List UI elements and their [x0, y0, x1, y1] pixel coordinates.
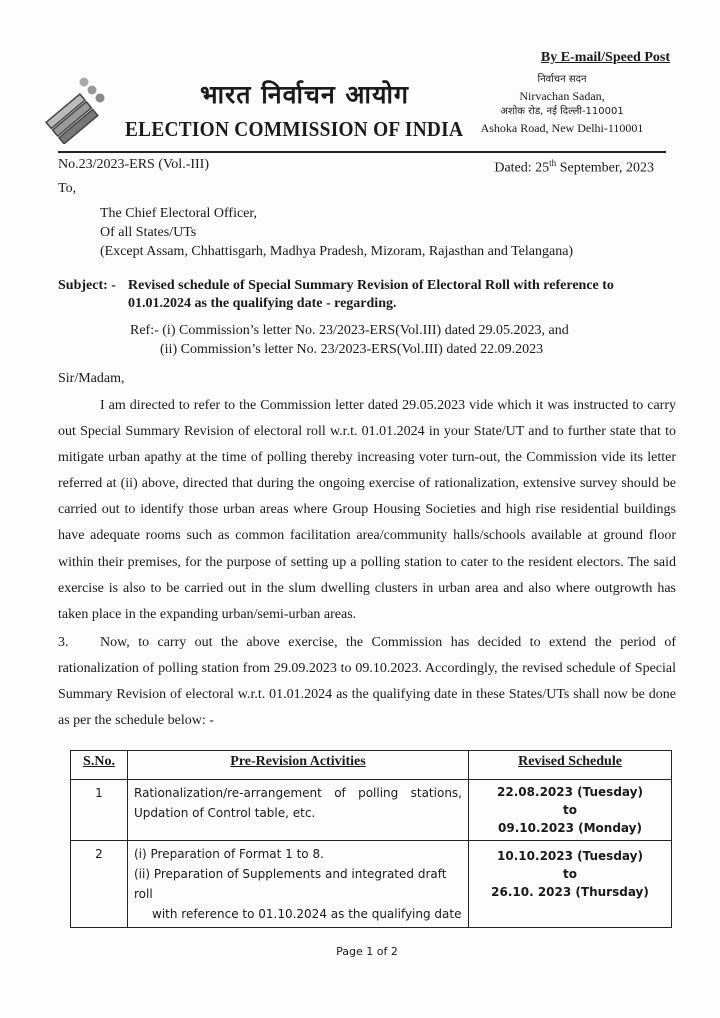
- reference-line: Ref:- (i) Commission’s letter No. 23/2023-ERS(Vol.III) dated 29.05.2023, and: [130, 323, 569, 338]
- date-suffix: September, 2023: [556, 160, 654, 176]
- date-sup: th: [549, 158, 557, 168]
- page-number: Page 1 of 2: [336, 945, 398, 959]
- sno-cell: 1: [71, 780, 128, 841]
- subject-label: Subject: -: [58, 278, 116, 293]
- address-line: अशोक रोड, नई दिल्ली-110001: [500, 106, 624, 117]
- org-name-hindi: भारत निर्वाचन आयोग: [200, 80, 410, 109]
- activity-line: Updation of Control table, etc.: [134, 806, 316, 821]
- letter-number: No.23/2023-ERS (Vol.-III): [58, 157, 210, 172]
- activity-line: (ii) Preparation of Supplements and integrated draft roll: [134, 867, 447, 902]
- delivery-mode: By E-mail/Speed Post: [540, 50, 670, 65]
- to-label: To,: [58, 181, 77, 196]
- subject-line: Revised schedule of Special Summary Revision of Electoral Roll with reference to: [128, 278, 614, 293]
- address-line: Ashoka Road, New Delhi-110001: [480, 121, 644, 135]
- column-header: S.No.: [71, 751, 128, 780]
- schedule-cell: [469, 780, 672, 841]
- schedule-line: to: [563, 867, 577, 882]
- paragraph-text: Now, to carry out the above exercise, the Commission has decided to extend the period of rationalization of polling station from 29.09.2023 to 09.10.2023. Accordingly, the revised schedule of Special Summary Revision of electoral w.r.t. 01.01.2024 as the qualifying date in these States/UTs shall now be done as per the schedule below: -: [58, 634, 676, 729]
- letter-body: [58, 0, 676, 1000]
- addressee-line: (Except Assam, Chhattisgarh, Madhya Pradesh, Mizoram, Rajasthan and Telangana): [100, 244, 574, 259]
- paragraph-1: I am directed to refer to the Commission letter dated 29.05.2023 vide which it was instructed to carry out Special Summary Revision of electoral roll w.r.t. 01.01.2024 in your State/UT and to further state that to mitigate urban apathy at the time of polling thereby increasing voter turn-out, the Commission vide its letter referred at (ii) above, directed that during the ongoing exercise of rationalization, extensive survey should be carried out to identify those urban areas where Group Housing Societies and high rise residential buildings have adequate rooms such as common facilitation area/community halls/schools available at ground floor within their premises, for the purpose of setting up a polling station to cater to the resident electors. The said exercise is also to be carried out in the slum dwelling clusters in urban area and also where outgrowth has taken place in the expanding urban/semi-urban areas.: [58, 398, 676, 622]
- column-header: Revised Schedule: [469, 751, 672, 780]
- addressee-line: The Chief Electoral Officer,: [100, 206, 257, 221]
- schedule-cell: [469, 841, 672, 928]
- activity-cell: [128, 780, 469, 841]
- column-header: Pre-Revision Activities: [128, 751, 469, 780]
- date-prefix: Dated: 25: [494, 160, 550, 176]
- activity-line: (i) Preparation of Format 1 to 8.: [134, 847, 324, 862]
- activity-line: Rationalization/re-arrangement of polling stations,: [134, 786, 462, 801]
- address-line: Nirvachan Sadan,: [519, 89, 605, 103]
- paragraph-number: 3.: [58, 634, 69, 650]
- sno-cell: 2: [71, 841, 128, 928]
- address-line: निर्वाचन सदन: [537, 74, 587, 85]
- org-name-english: ELECTION COMMISSION OF INDIA: [125, 117, 464, 141]
- schedule-line: 26.10. 2023 (Thursday): [491, 885, 649, 900]
- table-row: [71, 841, 672, 928]
- schedule-line: 22.08.2023 (Tuesday): [497, 785, 643, 800]
- paragraph-3: [58, 630, 676, 734]
- salutation: Sir/Madam,: [58, 371, 125, 386]
- activity-line: with reference to 01.10.2024 as the qualifying date: [152, 907, 462, 922]
- schedule-line: to: [563, 803, 577, 818]
- table-row: [71, 780, 672, 841]
- schedule-table: [70, 750, 672, 928]
- table-header-row: [71, 751, 672, 780]
- reference-line: (ii) Commission’s letter No. 23/2023-ERS(Vol.III) dated 22.09.2023: [160, 342, 544, 357]
- activity-cell: [128, 841, 469, 928]
- schedule-line: 10.10.2023 (Tuesday): [497, 849, 643, 864]
- addressee-line: Of all States/UTs: [100, 225, 197, 240]
- subject-line: 01.01.2024 as the qualifying date - regarding.: [128, 296, 397, 311]
- schedule-line: 09.10.2023 (Monday): [498, 821, 642, 836]
